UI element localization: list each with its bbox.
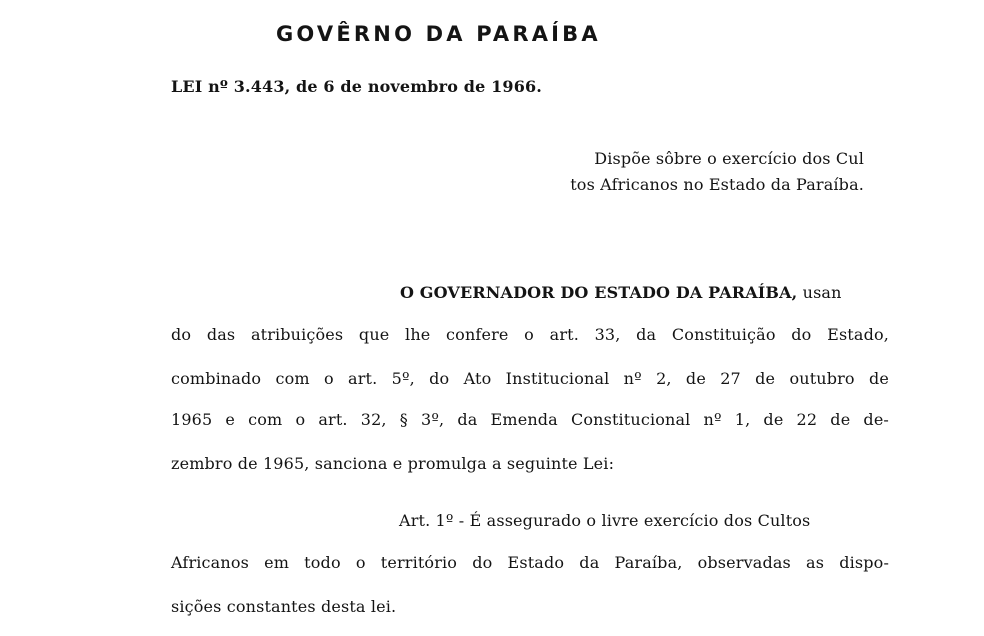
- preamble-line-1: [400, 283, 842, 303]
- preamble-line-3: combinado com o art. 5º, do Ato Institucional nº 2, de 27 de outubro de: [171, 369, 889, 388]
- law-summary-line-1: Dispõe sôbre o exercício dos Cul: [594, 149, 864, 168]
- governor-title: O GOVERNADOR DO ESTADO DA PARAÍBA,: [400, 283, 798, 302]
- article-1-line-3: sições constantes desta lei.: [171, 597, 397, 616]
- preamble-line-4: 1965 e com o art. 32, § 3º, da Emenda Constitucional nº 1, de 22 de de-: [171, 410, 889, 429]
- government-header: GOVÊRNO DA PARAÍBA: [276, 22, 601, 46]
- article-1-line-2: Africanos em todo o território do Estado da Paraíba, observadas as dispo-: [171, 553, 889, 572]
- article-1-line-1: Art. 1º - É assegurado o livre exercício dos Cultos: [399, 511, 811, 530]
- law-title: LEI nº 3.443, de 6 de novembro de 1966.: [171, 77, 542, 96]
- preamble-line-1-rest: usan: [802, 283, 842, 302]
- preamble-line-2: do das atribuições que lhe confere o art. 33, da Constituição do Estado,: [171, 325, 889, 344]
- law-summary-line-2: tos Africanos no Estado da Paraíba.: [570, 175, 864, 194]
- preamble-line-5: zembro de 1965, sanciona e promulga a seguinte Lei:: [171, 454, 615, 473]
